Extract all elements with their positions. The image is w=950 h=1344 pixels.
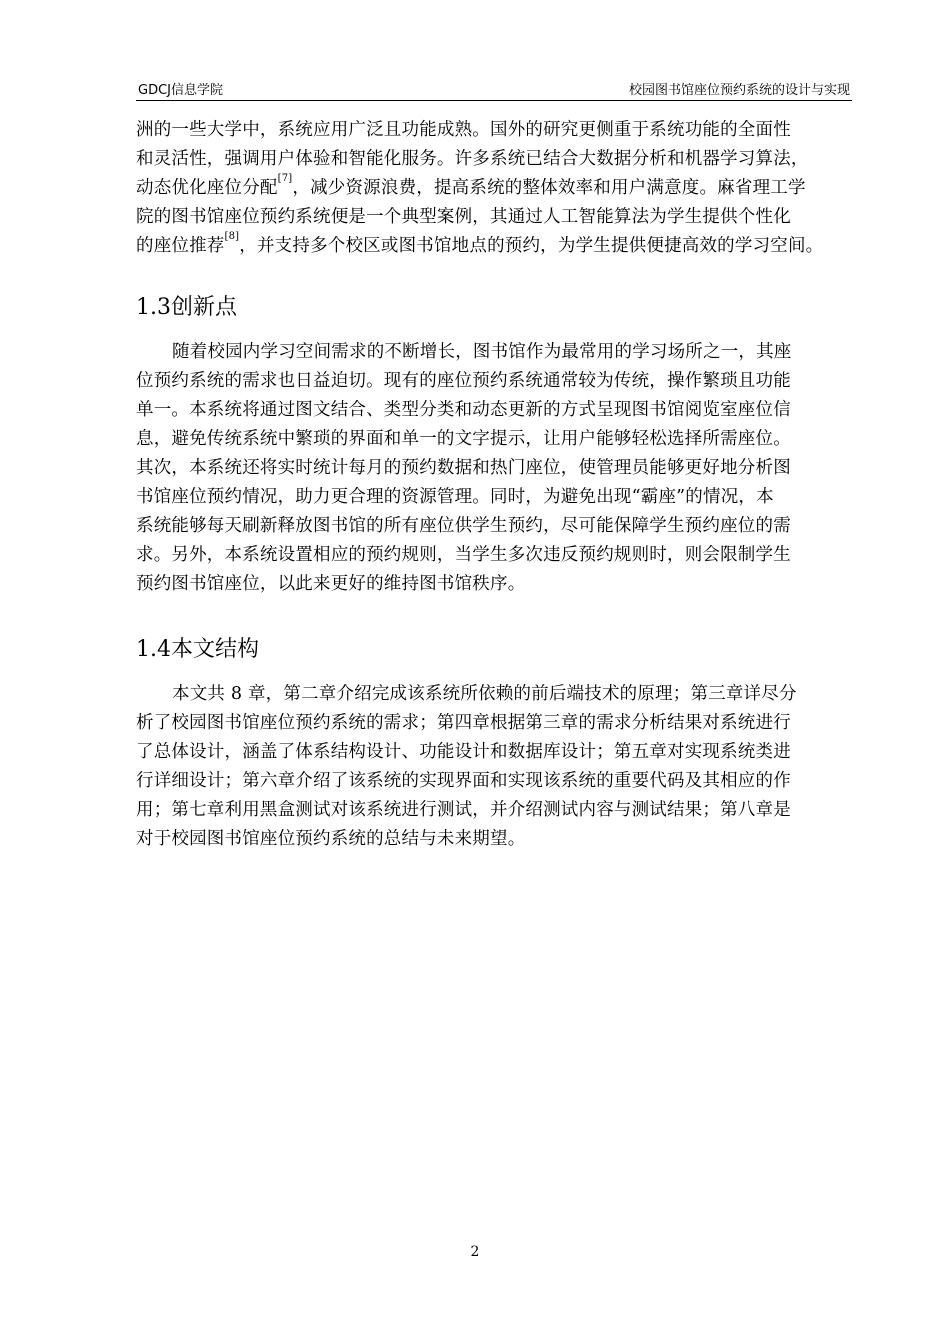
paragraph-line: 位预约系统的需求也日益迫切。现有的座位预约系统通常较为传统，操作繁琐且功能: [136, 371, 791, 391]
paragraph-line: 本文共 8 章，第二章介绍完成该系统所依赖的前后端技术的原理；第三章详尽分: [172, 684, 797, 704]
paragraph-line: 单一。本系统将通过图文结合、类型分类和动态更新的方式呈现图书馆阅览室座位信: [136, 400, 791, 420]
citation-ref-7: [7]: [277, 173, 293, 184]
intro-line: [136, 232, 852, 261]
intro-paragraph: [136, 116, 852, 261]
section-number: 1.3: [136, 295, 171, 320]
paragraph-line: 书馆座位预约情况，助力更合理的资源管理。同时，为避免出现“霸座”的情况，本: [136, 487, 774, 507]
paragraph-line: 随着校园内学习空间需求的不断增长，图书馆作为最常用的学习场所之一，其座: [172, 342, 792, 362]
section-number: 1.4: [136, 637, 171, 662]
section-1-4-paragraph: [136, 680, 852, 854]
paragraph-line: 用；第七章利用黑盒测试对该系统进行测试，并介绍测试内容与测试结果；第八章是: [136, 800, 791, 820]
header-institution: GDCJ信息学院: [138, 83, 223, 98]
paragraph-line: 求。另外，本系统设置相应的预约规则，当学生多次违反预约规则时，则会限制学生: [136, 545, 791, 565]
section-title: 创新点: [171, 295, 238, 320]
intro-text: ，减少资源浪费，提高系统的整体效率和用户满意度。麻省理工学: [292, 178, 806, 198]
paragraph-line: 析了校园图书馆座位预约系统的需求；第四章根据第三章的需求分析结果对系统进行: [136, 713, 791, 733]
intro-text: 动态优化座位分配: [136, 178, 278, 198]
paragraph-line: 对于校园图书馆座位预约系统的总结与未来期望。: [136, 829, 526, 849]
intro-line: 院的图书馆座位预约系统便是一个典型案例，其通过人工智能算法为学生提供个性化: [136, 207, 791, 227]
intro-line: 和灵活性，强调用户体验和智能化服务。许多系统已结合大数据分析和机器学习算法，: [136, 149, 809, 169]
intro-line: 洲的一些大学中，系统应用广泛且功能成熟。国外的研究更侧重于系统功能的全面性: [136, 120, 791, 140]
intro-text: 的座位推荐: [136, 236, 225, 256]
paragraph-line: 其次，本系统还将实时统计每月的预约数据和热门座位，使管理员能够更好地分析图: [136, 458, 791, 478]
intro-line: [136, 174, 852, 203]
paragraph-line: 了总体设计，涵盖了体系结构设计、功能设计和数据库设计；第五章对实现系统类进: [136, 742, 791, 762]
paragraph-line: 预约图书馆座位，以此来更好的维持图书馆秩序。: [136, 574, 526, 594]
header-thesis-title: 校园图书馆座位预约系统的设计与实现: [628, 83, 850, 98]
page-number: 2: [470, 1244, 480, 1260]
intro-text: ，并支持多个校区或图书馆地点的预约，为学生提供便捷高效的学习空间。: [239, 236, 824, 256]
section-heading-1-4: [136, 632, 259, 663]
citation-ref-8: [8]: [224, 231, 240, 242]
section-1-3-paragraph: [136, 338, 852, 599]
page-header: [136, 74, 852, 101]
paragraph-line: 行详细设计；第六章介绍了该系统的实现界面和实现该系统的重要代码及其相应的作: [136, 771, 791, 791]
section-title: 本文结构: [171, 637, 260, 662]
paragraph-line: 息，避免传统系统中繁琐的界面和单一的文字提示，让用户能够轻松选择所需座位。: [136, 429, 791, 449]
section-heading-1-3: [136, 290, 237, 321]
paragraph-line: 系统能够每天刷新释放图书馆的所有座位供学生预约，尽可能保障学生预约座位的需: [136, 516, 791, 536]
